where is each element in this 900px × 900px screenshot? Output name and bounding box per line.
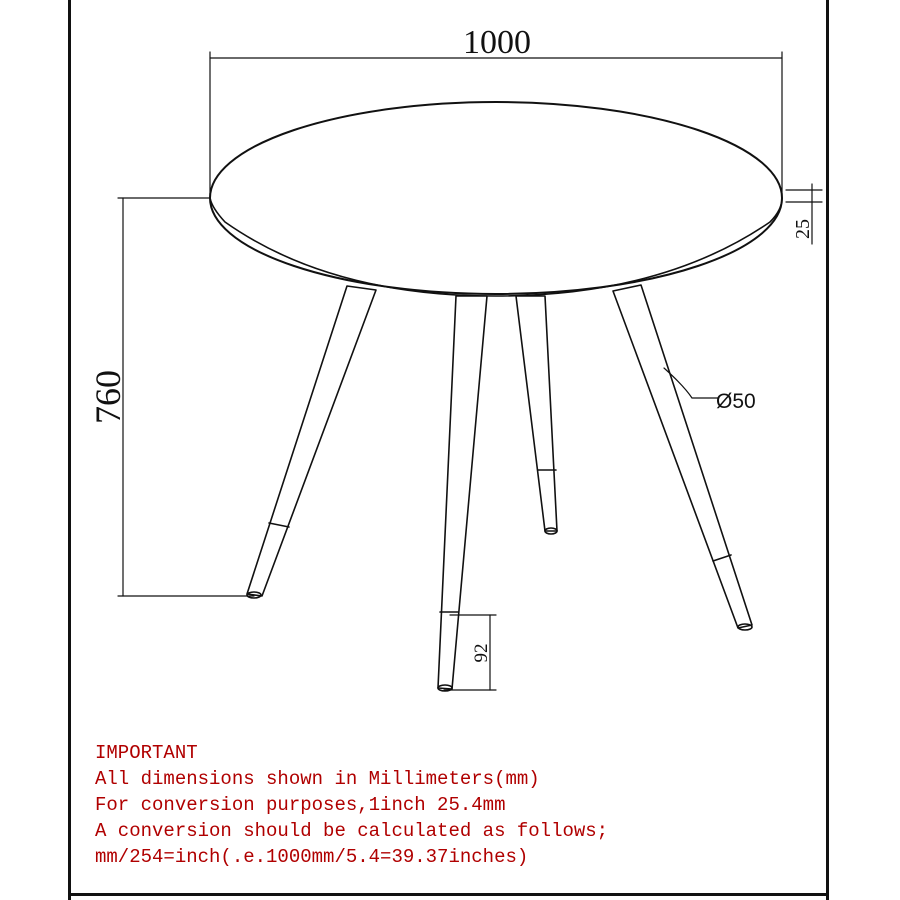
height-dim-label: 760 — [88, 370, 128, 424]
width-dimension — [210, 52, 782, 198]
notes-heading: IMPORTANT — [95, 742, 198, 764]
conversion-notes — [95, 740, 795, 870]
notes-line-2: For conversion purposes,1inch 25.4mm — [95, 794, 506, 816]
notes-line-1: All dimensions shown in Millimeters(mm) — [95, 768, 540, 790]
leg-front-left — [247, 286, 376, 598]
height-dimension — [118, 198, 254, 596]
leg-front-center — [438, 296, 487, 691]
leg-back — [516, 296, 557, 534]
leg-diameter-label: Ø50 — [716, 390, 756, 413]
notes-line-4: mm/254=inch(.e.1000mm/5.4=39.37inches) — [95, 846, 529, 868]
notes-line-3: A conversion should be calculated as follows; — [95, 820, 609, 842]
table-top — [210, 102, 782, 296]
leg-right — [613, 285, 752, 630]
width-dim-label: 1000 — [463, 24, 531, 61]
foot-cap-dim-label: 92 — [471, 643, 492, 663]
top-thickness-dim-label: 25 — [792, 219, 814, 239]
